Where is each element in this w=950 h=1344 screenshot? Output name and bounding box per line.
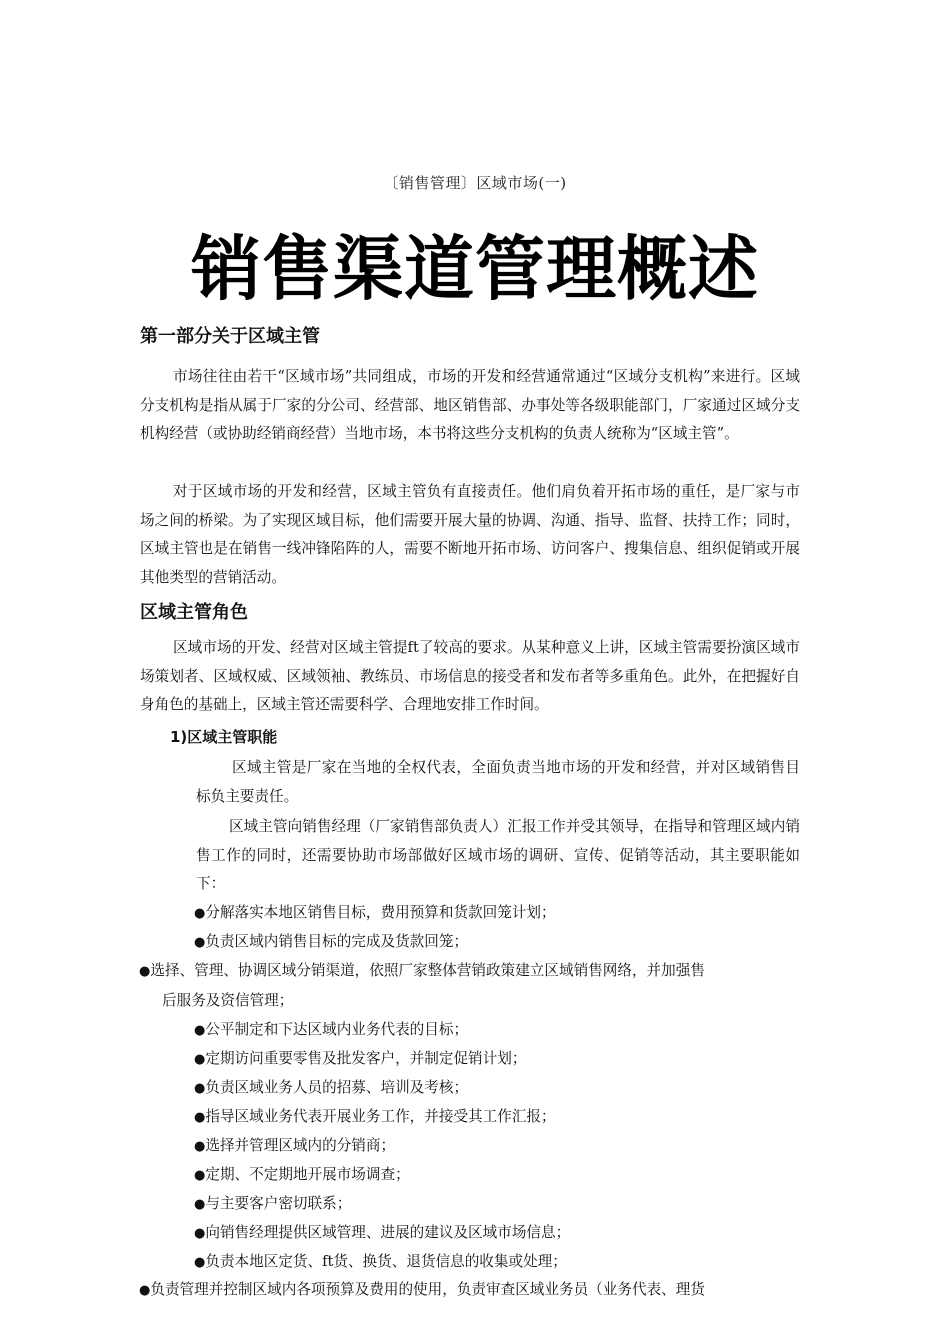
list-item: ●负责本地区定货、ft货、换货、退货信息的收集或处理； <box>194 1253 567 1270</box>
bullet-dot-icon: ● <box>194 906 206 921</box>
paragraph-5: 区域主管向销售经理（厂家销售部负责人）汇报工作并受其领导，在指导和管理区域内销售工作的同时，还需要协助市场部做好区域市场的调研、宣传、促销等活动，其主要职能如下： <box>196 818 800 892</box>
document-title: 销售渠道管理概述 <box>191 228 759 310</box>
paragraph-4: 区域主管是厂家在当地的全权代表，全面负责当地市场的开发和经营，并对区域销售目标负主要责任。 <box>196 759 800 805</box>
bullet-dot-icon: ● <box>139 1283 151 1298</box>
list-item: ●选择、管理、协调区域分销渠道，依照厂家整体营销政策建立区域销售网络，并加强售 后服务及资信管理； <box>139 962 705 1009</box>
bullet-dot-icon: ● <box>194 1110 206 1125</box>
list-item: ●公平制定和下达区域内业务代表的目标； <box>194 1021 469 1038</box>
list-item: ●负责区域业务人员的招募、培训及考核； <box>194 1079 469 1096</box>
bullet-dot-icon: ● <box>194 1139 206 1154</box>
bullet-dot-icon: ● <box>194 1052 206 1067</box>
bullet-dot-icon: ● <box>194 1168 206 1183</box>
list-item: ●负责管理并控制区域内各项预算及费用的使用，负责审查区域业务员（业务代表、理货 <box>139 1281 705 1298</box>
bullet-dot-icon: ● <box>194 1255 206 1270</box>
paragraph-1: 市场往往由若干“区域市场”共同组成，市场的开发和经营通常通过“区域分支机构”来进行。区域分支机构是指从属于厂家的分公司、经营部、地区销售部、办事处等各级职能部门，厂家通过区域分支机构经营（或协助经销商经营）当地市场，本书将这些分支机构的负责人统称为“区域主管”。 <box>140 368 800 442</box>
subsection-heading: 1)区域主管职能 <box>170 728 278 746</box>
paragraph-3: 区域市场的开发、经营对区域主管提ft了较高的要求。从某种意义上讲，区域主管需要扮演区域市场策划者、区域权威、区域领袖、教练员、市场信息的接受者和发布者等多重角色。此外，在把握好自身角色的基础上，区域主管还需要科学、合理地安排工作时间。 <box>140 639 800 713</box>
bullet-dot-icon: ● <box>194 1081 206 1096</box>
bullet-dot-icon: ● <box>194 1197 206 1212</box>
section-heading-1: 第一部分关于区域主管 <box>140 326 320 347</box>
list-item: ●定期、不定期地开展市场调查； <box>194 1166 410 1183</box>
list-item: ●指导区域业务代表开展业务工作，并接受其工作汇报； <box>194 1108 556 1125</box>
document-subtitle: 〔销售管理〕区域市场(一) <box>383 174 567 192</box>
section-heading-2: 区域主管角色 <box>140 602 248 623</box>
list-item: ●定期访问重要零售及批发客户，并制定促销计划； <box>194 1050 527 1067</box>
bullet-dot-icon: ● <box>194 1023 206 1038</box>
paragraph-2: 对于区域市场的开发和经营，区域主管负有直接责任。他们肩负着开拓市场的重任，是厂家与市场之间的桥梁。为了实现区域目标，他们需要开展大量的协调、沟通、指导、监督、扶持工作；同时，区域主管也是在销售一线冲锋陷阵的人，需要不断地开拓市场、访问客户、搜集信息、组织促销或开展其他类型的营销活动。 <box>140 483 800 586</box>
list-item: ●向销售经理提供区域管理、进展的建议及区域市场信息； <box>194 1224 571 1241</box>
list-item: ●选择并管理区域内的分销商； <box>194 1137 396 1154</box>
bullet-dot-icon: ● <box>194 935 206 950</box>
bullet-dot-icon: ● <box>194 1226 206 1241</box>
list-item: ●分解落实本地区销售目标，费用预算和货款回笼计划； <box>194 904 556 921</box>
bullet-dot-icon: ● <box>139 964 151 979</box>
list-item: ●负责区域内销售目标的完成及货款回笼； <box>194 933 469 950</box>
list-item: ●与主要客户密切联系； <box>194 1195 352 1212</box>
